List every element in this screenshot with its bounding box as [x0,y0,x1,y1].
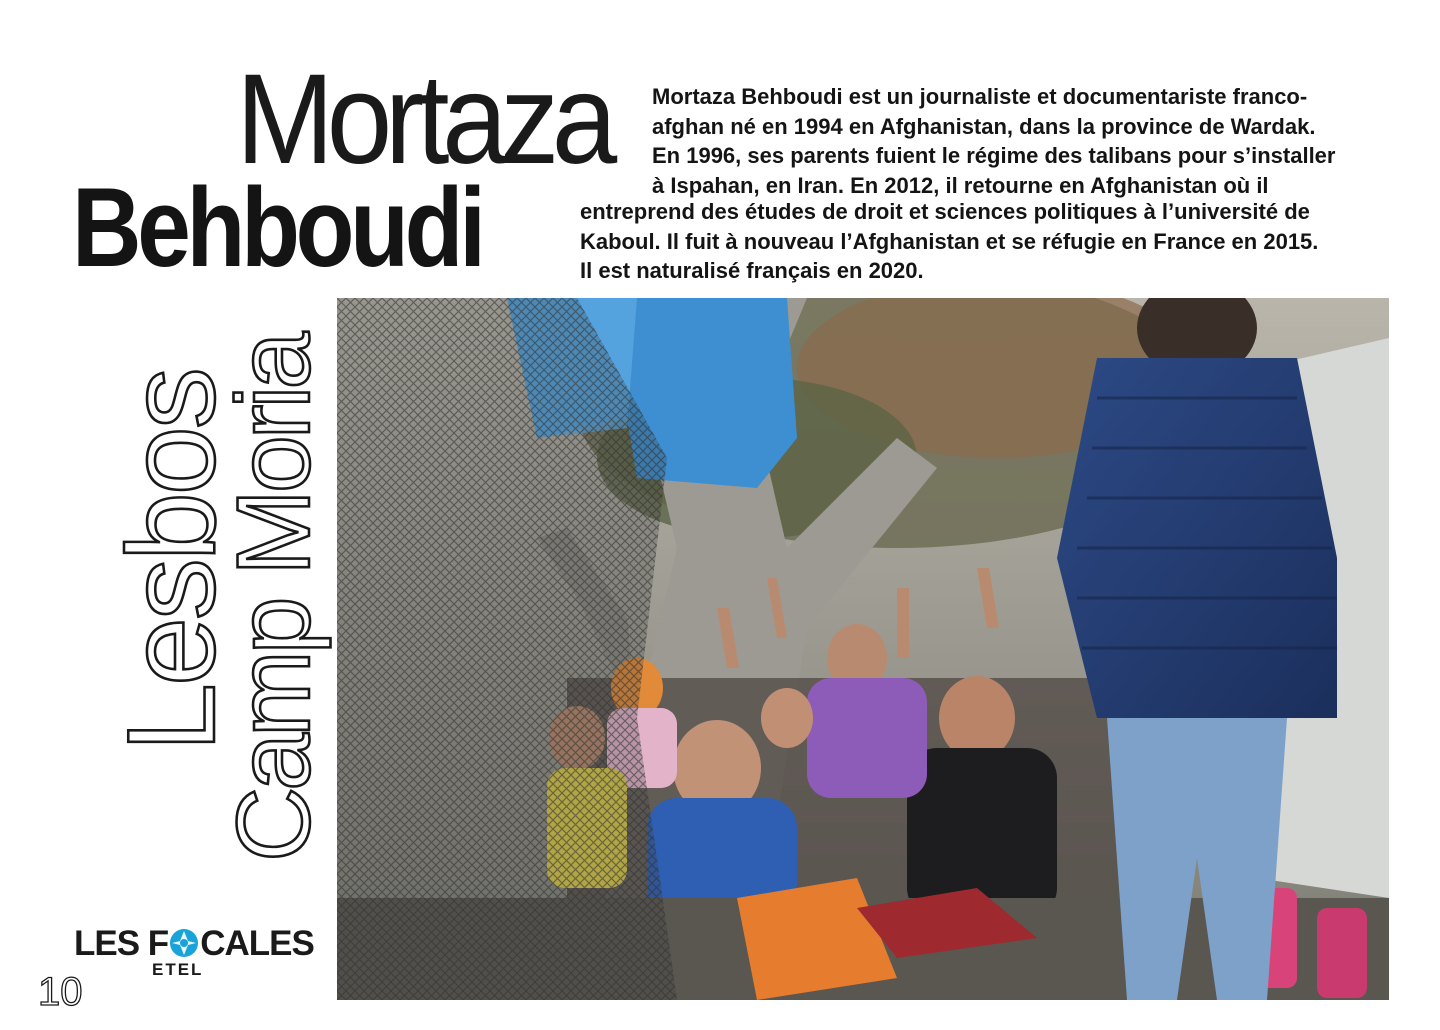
logo-part1: LES F [74,924,169,963]
page-number: 10 [38,970,83,1014]
les-focales-logo [74,926,324,982]
location-camp: Camp Moria [216,335,332,862]
photo-children-camp [337,298,1389,1000]
logo-wordmark [74,926,314,961]
aperture-icon [169,928,199,958]
bio-line: afghan né en 1994 en Afghanistan, dans la province de Wardak. [652,113,1316,139]
logo-part2: CALES [200,924,314,963]
bio-line: entreprend des études de droit et sciences politiques à l’université de [580,199,1310,224]
title-last-name: Behboudi [72,165,482,290]
bio-line: Kaboul. Il fuit à nouveau l’Afghanistan et se réfugie en France en 2015. [580,228,1319,254]
bio-line: à Ispahan, en Iran. En 2012, il retourne en Afghanistan où il [652,172,1269,198]
bio-bottom [580,197,1400,286]
bio-top [652,82,1412,200]
bio-line: Il est naturalisé français en 2020. [580,258,924,283]
location-island: Lesbos [103,370,241,752]
bio-line: En 1996, ses parents fuient le régime des talibans pour s’installer [652,143,1336,168]
logo-subtitle: ETEL [152,960,204,979]
bio-line: Mortaza Behboudi est un journaliste et documentariste franco- [652,84,1308,109]
title-first-name: Mortaza [236,48,610,191]
photo-illustration [337,298,1389,1000]
